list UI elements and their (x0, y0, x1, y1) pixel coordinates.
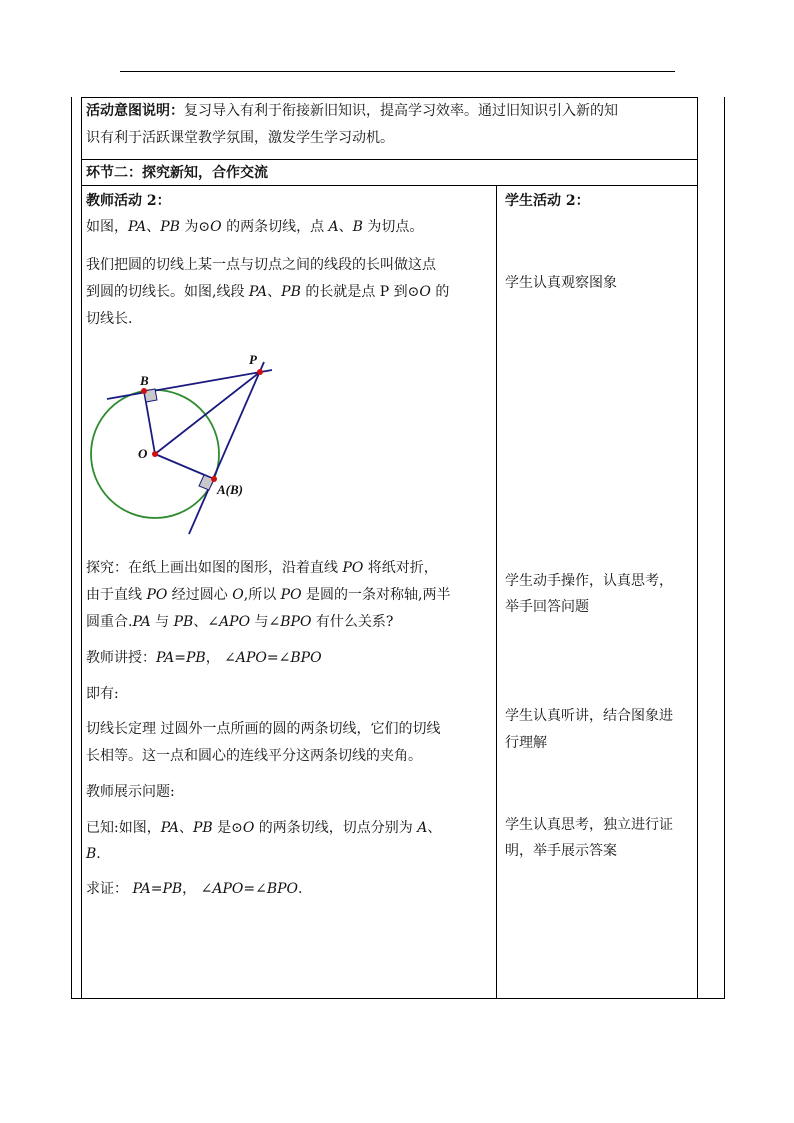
prove-statement: 求证： PA=PB， ∠APO=∠BPO. (86, 881, 303, 897)
definition-line-1: 我们把圆的切线上某一点与切点之间的线段的长叫做这点 (86, 257, 436, 273)
header-rule (120, 71, 675, 72)
point-o (152, 451, 158, 457)
theorem-line-1: 切线长定理 过圆外一点所画的圆的两条切线，它们的切线 (86, 721, 441, 737)
label-p: P (249, 352, 257, 367)
column-divider (496, 186, 497, 999)
tangent-line-pa (189, 362, 264, 534)
student-observe: 学生认真观察图象 (505, 275, 617, 291)
theorem-line-2: 长相等。这一点和圆心的连线平分这两条切线的夹角。 (86, 748, 422, 764)
label-b: B (140, 373, 149, 388)
point-b (141, 388, 147, 394)
intent-text-1: 复习导入有利于衔接新旧知识，提高学习效率。通过旧知识引入新的知 (184, 103, 618, 119)
student-listen-line-1: 学生认真听讲，结合图象进 (505, 708, 673, 724)
teacher-activity-title: 教师活动 2： (86, 193, 171, 209)
teacher-lecture: 教师讲授：PA=PB， ∠APO=∠BPO (86, 650, 322, 666)
thus-label: 即有: (86, 686, 119, 702)
definition-line-3: 切线长. (86, 311, 133, 327)
student-activity-title: 学生活动 2： (505, 193, 590, 209)
table-border-bottom (71, 998, 725, 999)
definition-line-2: 到圆的切线长。如图,线段 PA、PB 的长就是点 P 到⊙O 的 (86, 284, 450, 300)
table-border-right-inner (697, 97, 698, 999)
tangent-line-pb (107, 370, 272, 399)
student-operate-line-2: 举手回答问题 (505, 599, 589, 615)
known-line-1: 已知:如图，PA、PB 是⊙O 的两条切线，切点分别为 A、 (86, 820, 442, 836)
table-border-left-inner (81, 97, 82, 999)
student-think-line-2: 明，举手展示答案 (505, 843, 617, 859)
teacher-show-problem: 教师展示问题: (86, 784, 175, 800)
explore-line-3: 圆重合.PA 与 PB、∠APO 与∠BPO 有什么关系? (86, 614, 394, 630)
student-think-line-1: 学生认真思考，独立进行证 (505, 817, 673, 833)
intent-label: 活动意图说明： (86, 103, 184, 119)
label-a: A(B) (217, 482, 243, 497)
table-border-right-outer (724, 97, 725, 999)
point-p (257, 369, 263, 375)
explore-line-2: 由于直线 PO 经过圆心 O,所以 PO 是圆的一条对称轴,两半 (86, 587, 451, 603)
teacher-intro: 如图，PA、PB 为⊙O 的两条切线，点 A、B 为切点。 (86, 219, 424, 235)
student-operate-line-1: 学生动手操作，认真思考， (505, 573, 673, 589)
intent-line-2: 识有利于活跃课堂教学氛围，激发学生学习动机。 (86, 130, 394, 146)
student-listen-line-2: 行理解 (505, 735, 547, 751)
label-o: O (138, 446, 148, 461)
table-border-left-outer (71, 97, 72, 999)
intent-line-1 (86, 98, 618, 124)
explore-line-1: 探究：在纸上画出如图的图形，沿着直线 PO 将纸对折， (86, 560, 438, 576)
segment-op (155, 372, 260, 454)
known-line-2: B. (86, 846, 101, 862)
section-title: 环节二：探究新知，合作交流 (86, 165, 268, 181)
tangent-figure (85, 348, 285, 540)
